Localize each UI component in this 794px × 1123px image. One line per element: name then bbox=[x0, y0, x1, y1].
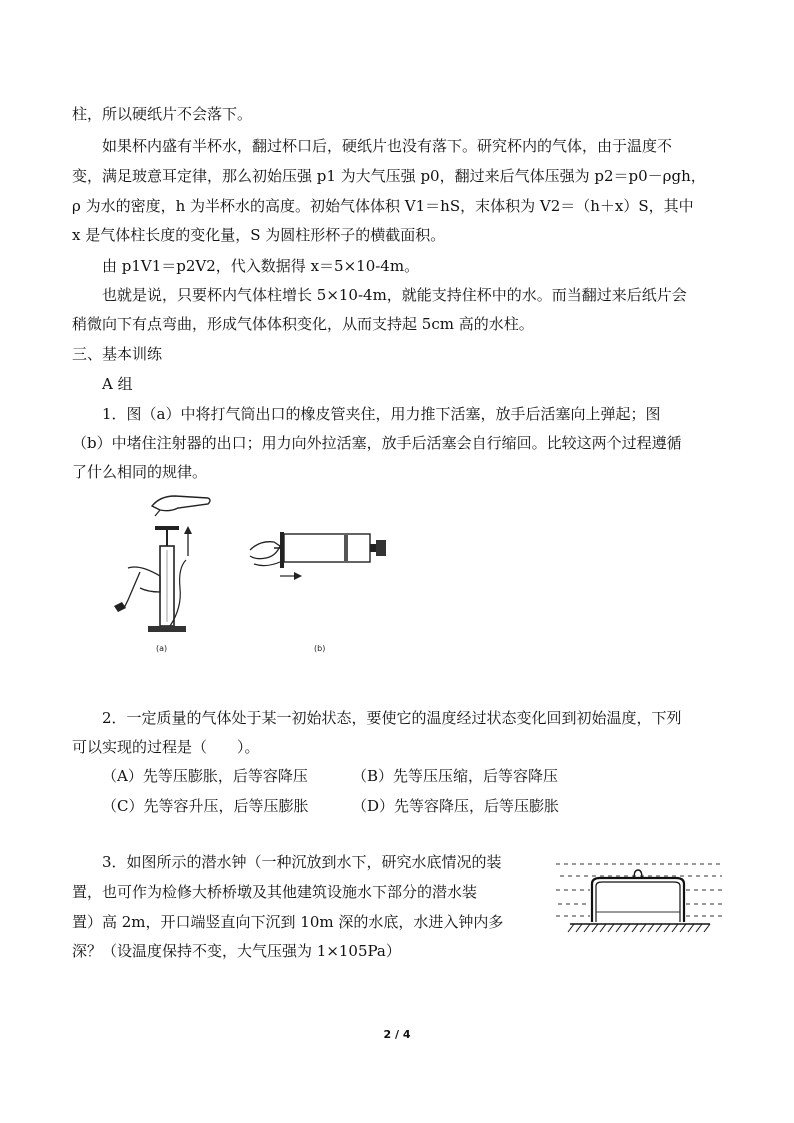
question-line: 深？（设温度保持不变，大气压强为 1×105Pa） bbox=[72, 942, 401, 960]
paragraph-line: 由 p1V1＝p2V2，代入数据得 x＝5×10-4m。 bbox=[102, 257, 420, 275]
question-line: 可以实现的过程是（ ）。 bbox=[72, 738, 260, 756]
option-d: （D）先等容降压，后等压膨胀 bbox=[352, 797, 560, 815]
paragraph-line: 如果杯内盛有半杯水，翻过杯口后，硬纸片也没有落下。研究杯内的气体，由于温度不 bbox=[102, 137, 673, 155]
group-label: A 组 bbox=[102, 375, 133, 393]
question-line: 置，也可作为检修大桥桥墩及其他建筑设施水下部分的潜水装 bbox=[72, 883, 478, 901]
option-c: （C）先等容升压，后等压膨胀 bbox=[102, 797, 309, 815]
diving-bell-figure bbox=[556, 858, 722, 940]
paragraph-line: 变，满足玻意耳定律，那么初始压强 p1 为大气压强 p0，翻过来后气体压强为 p2＝p0－ρgh， bbox=[72, 167, 706, 185]
question-line: 3．如图所示的潜水钟（一种沉放到水下，研究水底情况的装 bbox=[102, 853, 502, 871]
option-b: （B）先等压压缩，后等容降压 bbox=[352, 767, 559, 785]
section-heading: 三、基本训练 bbox=[72, 345, 163, 363]
question-line: （b）中堵住注射器的出口；用力向外拉活塞，放手后活塞会自行缩回。比较这两个过程遵循 bbox=[72, 434, 682, 452]
paragraph-line: 柱，所以硬纸片不会落下。 bbox=[72, 105, 253, 123]
figure-b-syringe bbox=[246, 520, 406, 660]
figure-b-caption: (b) bbox=[314, 644, 326, 653]
question-line: 了什么相同的规律。 bbox=[72, 463, 208, 481]
paragraph-line: 稍微向下有点弯曲，形成气体体积变化，从而支持起 5cm 高的水柱。 bbox=[72, 315, 534, 333]
paragraph-line: 也就是说，只要杯内气体柱增长 5×10-4m，就能支持住杯中的水。而当翻过来后纸片会 bbox=[102, 286, 687, 304]
question-line: 1．图（a）中将打气筒出口的橡皮管夹住，用力推下活塞，放手后活塞向上弹起；图 bbox=[102, 405, 661, 423]
question-line: 置）高 2m，开口端竖直向下沉到 10m 深的水底，水进入钟内多 bbox=[72, 913, 504, 931]
paragraph-line: x 是气体柱长度的变化量，S 为圆柱形杯子的横截面积。 bbox=[72, 226, 446, 244]
figure-a-pump bbox=[100, 488, 230, 658]
figure-a-caption: (a) bbox=[156, 644, 168, 653]
option-a: （A）先等压膨胀，后等容降压 bbox=[102, 767, 308, 785]
question-line: 2．一定质量的气体处于某一初始状态，要使它的温度经过状态变化回到初始温度，下列 bbox=[102, 709, 682, 727]
paragraph-line: ρ 为水的密度，h 为半杯水的高度。初始气体体积 V1＝hS，末体积为 V2＝（h＋x）S，其中 bbox=[72, 197, 694, 215]
page-number: 2 / 4 bbox=[383, 1028, 411, 1041]
